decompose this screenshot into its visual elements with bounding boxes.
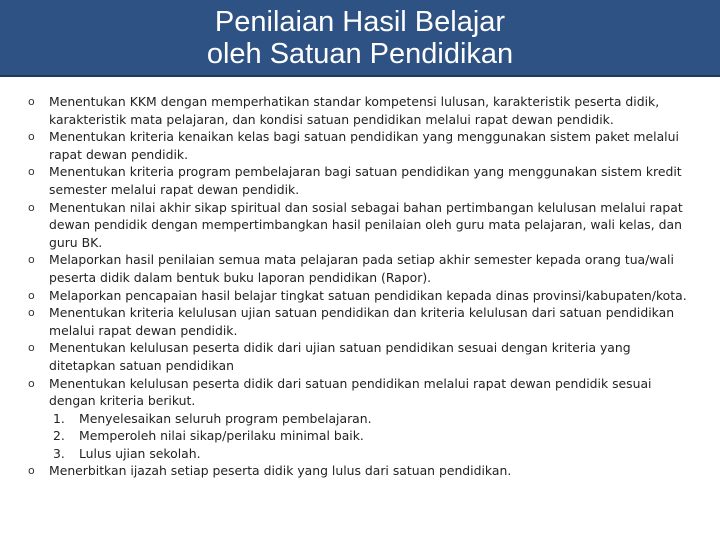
list-item [28,304,692,339]
list-item-text: Menentukan kriteria kelulusan ujian satuan pendidikan dan kriteria kelulusan dari satuan pendidikan melalui rapat dewan pendidik. [49,305,675,338]
list-item-text: Melaporkan hasil penilaian semua mata pelajaran pada setiap akhir semester kepada orang tua/wali peserta didik dalam bentuk buku laporan pendidikan (Rapor). [49,252,674,285]
bullet-icon: o [28,200,35,214]
bullet-icon: o [28,341,35,355]
content-area [28,93,692,480]
list-item [28,375,692,463]
list-item [28,339,692,374]
list-item-text: Menentukan kelulusan peserta didik dari ujian satuan pendidikan sesuai dengan kriteria yang ditetapkan satuan pendidikan [49,340,631,373]
bullet-icon: o [28,464,35,478]
list-item-text: Menerbitkan ijazah setiap peserta didik yang lulus dari satuan pendidikan. [49,463,512,479]
list-item-text: Menentukan nilai akhir sikap spiritual dan sosial sebagai bahan pertimbangan kelulusan melalui rapat dewan pendidik dengan mempertimbangkan hasil penilaian oleh guru mata pelajaran, wali kelas, dan guru BK. [49,199,683,250]
title-bar [0,0,720,77]
bullet-icon: o [28,306,35,320]
sublist-item-text: Memperoleh nilai sikap/perilaku minimal baik. [79,428,364,444]
sublist-number: 1. [53,410,65,426]
page-title [207,6,513,70]
list-item-text: Menentukan KKM dengan memperhatikan standar kompetensi lulusan, karakteristik peserta didik, karakteristik mata pelajaran, dan kondisi satuan pendidikan melalui rapat dewan pendidik. [49,94,660,127]
bullet-list [28,93,692,480]
list-item [28,251,692,286]
sublist-item [49,427,692,445]
list-item-text: Menentukan kelulusan peserta didik dari satuan pendidikan melalui rapat dewan pendidik sesuai dengan kriteria berikut. [49,375,652,409]
list-item-text: Melaporkan pencapaian hasil belajar tingkat satuan pendidikan kepada dinas provinsi/kabupaten/kota. [49,287,687,303]
criteria-sublist [49,410,692,463]
page-title-line-1: Penilaian Hasil Belajar [214,5,506,38]
list-item [28,163,692,198]
sublist-item-text: Menyelesaikan seluruh program pembelajaran. [79,410,372,426]
sublist-item-text: Lulus ujian sekolah. [79,445,201,461]
sublist-item [49,445,692,463]
list-item-text: Menentukan kriteria kenaikan kelas bagi satuan pendidikan yang menggunakan sistem paket melalui rapat dewan pendidik. [49,129,679,162]
sublist-number: 3. [53,445,65,461]
sublist-number: 2. [53,428,65,444]
list-item-text: Menentukan kriteria program pembelajaran bagi satuan pendidikan yang menggunakan sistem kredit semester melalui rapat dewan pendidik. [49,164,682,197]
bullet-icon: o [28,165,35,179]
list-item [28,287,692,305]
bullet-icon: o [28,95,35,108]
list-item [28,462,692,480]
bullet-icon: o [28,376,35,390]
bullet-icon: o [28,253,35,267]
sublist-item [49,410,692,428]
page-title-line-2: oleh Satuan Pendidikan [206,37,514,70]
bullet-icon: o [28,288,35,302]
list-item [28,199,692,252]
bullet-icon: o [28,130,35,144]
list-item [28,128,692,163]
list-item [28,93,692,128]
